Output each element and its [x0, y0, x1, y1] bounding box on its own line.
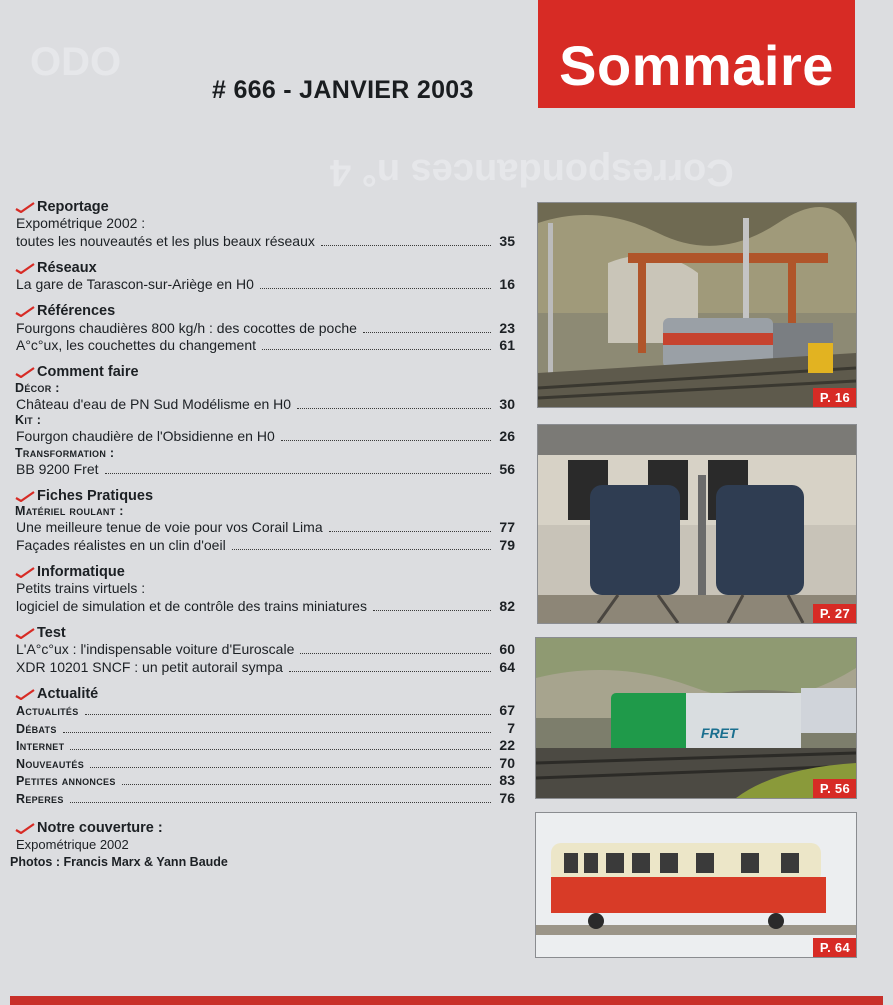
photo-illustration: [538, 203, 856, 407]
leader-dots: [321, 245, 491, 246]
toc-entry: [16, 755, 515, 773]
issue-number: # 666 - JANVIER 2003: [212, 76, 474, 104]
toc-entry: [16, 396, 515, 414]
page-badge: P. 64: [813, 938, 856, 957]
sommaire-banner: [538, 0, 855, 108]
toc-entry: [16, 772, 515, 790]
entry-text: Nouveautés: [16, 756, 85, 771]
section-reportage: [10, 198, 515, 250]
section-title: Fiches Pratiques: [37, 487, 154, 504]
entry-text: A°c°ux, les couchettes du changement: [16, 337, 257, 353]
toc-entry: [16, 233, 515, 251]
section-title: Comment faire: [37, 364, 139, 380]
page-number: 83: [499, 772, 515, 788]
toc-entry: [16, 337, 515, 355]
leader-dots: [232, 549, 491, 550]
entry-text: La gare de Tarascon-sur-Ariège en H0: [16, 276, 254, 292]
photo-heating-vans: [537, 424, 857, 624]
page-number: 60: [499, 641, 515, 657]
section-title: Références: [37, 303, 116, 319]
toc-entry: [16, 276, 515, 294]
page-number: 30: [499, 395, 515, 412]
toc-entry: [16, 659, 515, 677]
entry-text: L'A°c°ux : l'indispensable voiture d'Euroscale: [16, 641, 295, 657]
red-check-icon: [15, 366, 35, 378]
section-informatique: [10, 563, 515, 615]
toc-entry: [16, 519, 515, 537]
photo-tarascon-station: [537, 202, 857, 408]
subsection-label: Transformation :: [15, 445, 115, 460]
leader-dots: [70, 802, 491, 803]
red-check-icon: [15, 566, 35, 578]
leader-dots: [329, 531, 491, 532]
red-check-icon: [15, 262, 35, 274]
entry-text: Petites annonces: [16, 774, 116, 788]
toc-entry: [16, 537, 515, 555]
section-title: Informatique: [37, 563, 125, 580]
toc-entry: [16, 720, 515, 738]
ghost-text: Correspondances n° 4: [330, 151, 734, 193]
section-title: Actualité: [37, 685, 99, 702]
page-number: 61: [499, 337, 515, 353]
red-check-icon: [15, 822, 35, 834]
page-number: 23: [499, 319, 515, 336]
page-number: 82: [499, 597, 515, 614]
page-number: 77: [499, 519, 515, 535]
toc-entry: Petits trains virtuels :: [16, 580, 146, 596]
leader-dots: [289, 671, 491, 672]
toc-entry: [16, 641, 515, 659]
entry-text: Actualités: [16, 704, 79, 718]
entry-text: Reperes: [16, 791, 64, 806]
entry-text: Internet: [16, 739, 65, 753]
fret-logo-text: FRET: [701, 725, 738, 741]
page-number: 79: [499, 536, 515, 553]
leader-dots: [70, 749, 491, 750]
photo-xdr-railcar: [535, 812, 857, 958]
section-header: [10, 303, 515, 320]
entry-text: BB 9200 Fret: [16, 460, 99, 477]
footer-band: [10, 996, 883, 1005]
leader-dots: [85, 714, 491, 715]
leader-dots: [300, 653, 491, 654]
leader-dots: [105, 473, 492, 474]
section-references: [10, 303, 515, 355]
section-header: [10, 198, 515, 215]
toc-entry: [16, 598, 515, 616]
page-number: 56: [499, 460, 515, 477]
red-check-icon: [15, 688, 35, 700]
section-header: [10, 685, 515, 702]
toc-entry: [16, 702, 515, 720]
subsection-label: Kit :: [15, 413, 42, 427]
section-header: [10, 364, 515, 381]
section-fiches-pratiques: [10, 487, 515, 554]
page-number: 64: [499, 658, 515, 675]
red-check-icon: [15, 627, 35, 639]
entry-text: Fourgons chaudières 800 kg/h : des cocottes de poche: [16, 319, 357, 336]
ghost-text: ODO: [30, 40, 122, 84]
page-number: 35: [499, 232, 515, 249]
section-cover: [10, 819, 515, 871]
entry-text: XDR 10201 SNCF : un petit autorail sympa: [16, 658, 283, 675]
entry-text: Château d'eau de PN Sud Modélisme en H0: [16, 395, 292, 412]
toc-entry: [16, 737, 515, 755]
leader-dots: [90, 767, 491, 768]
page-badge: P. 16: [813, 388, 856, 407]
section-header: [10, 487, 515, 504]
cover-description: Expométrique 2002: [16, 837, 129, 852]
page-number: 7: [507, 719, 515, 736]
entry-text: toutes les nouveautés et les plus beaux réseaux: [16, 232, 315, 249]
section-header: [10, 624, 515, 641]
section-title: Reportage: [37, 198, 109, 215]
section-test: [10, 624, 515, 676]
toc-entry: [16, 320, 515, 338]
leader-dots: [262, 349, 491, 350]
red-check-icon: [15, 201, 35, 213]
entry-text: Façades réalistes en un clin d'oeil: [16, 536, 226, 553]
leader-dots: [63, 732, 491, 733]
entry-text: Fourgon chaudière de l'Obsidienne en H0: [16, 428, 275, 444]
leader-dots: [373, 610, 491, 611]
page-number: 26: [499, 428, 515, 444]
red-check-icon: [15, 490, 35, 502]
toc-entry: Expométrique 2002 :: [16, 215, 146, 231]
subsection-label: Décor :: [15, 380, 60, 395]
section-reseaux: [10, 259, 515, 294]
toc-entry: [16, 428, 515, 446]
table-of-contents: [10, 196, 515, 880]
subsection-label: Matériel roulant :: [15, 504, 124, 518]
section-actualite: [10, 685, 515, 807]
leader-dots: [260, 288, 491, 289]
leader-dots: [363, 332, 491, 333]
section-header: [10, 259, 515, 276]
red-check-icon: [15, 305, 35, 317]
page-title: Sommaire: [559, 34, 834, 97]
page-number: 70: [499, 754, 515, 771]
entry-text: logiciel de simulation et de contrôle des trains miniatures: [16, 597, 367, 614]
photo-credits: Photos : Francis Marx & Yann Baude: [10, 854, 228, 869]
toc-entry: [16, 461, 515, 479]
section-header: [10, 563, 515, 580]
page-number: 67: [499, 702, 515, 718]
photo-bb9200-fret: [535, 637, 857, 799]
photo-illustration: [538, 425, 856, 623]
leader-dots: [281, 440, 491, 441]
section-header: [10, 819, 515, 836]
leader-dots: [122, 784, 491, 785]
page-number: 16: [499, 276, 515, 292]
photo-illustration: [536, 638, 856, 798]
leader-dots: [297, 408, 491, 409]
photo-illustration: [536, 813, 856, 957]
entry-text: Une meilleure tenue de voie pour vos Corail Lima: [16, 519, 323, 535]
section-title: Notre couverture :: [37, 819, 163, 836]
page-number: 22: [499, 737, 515, 753]
entry-text: Débats: [16, 721, 57, 736]
section-comment-faire: [10, 364, 515, 479]
page-badge: P. 56: [813, 779, 856, 798]
page-number: 76: [499, 789, 515, 806]
page-badge: P. 27: [813, 604, 856, 623]
section-title: Réseaux: [37, 259, 97, 276]
toc-entry: [16, 790, 515, 808]
section-title: Test: [37, 624, 66, 641]
